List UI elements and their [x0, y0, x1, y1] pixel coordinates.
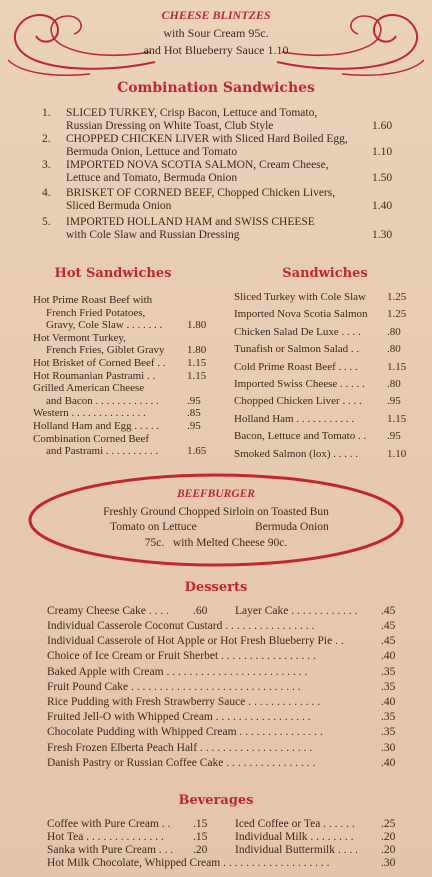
beverage-left-price: .15 [193, 818, 208, 830]
dessert-item-price: .35 [381, 665, 396, 678]
combo-1-line-1: SLICED TURKEY, Crisp Bacon, Lettuce and Tomato, [66, 107, 318, 119]
sandwich-item-price: 1.25 [387, 308, 407, 321]
sandwiches-title: Sandwiches [282, 266, 368, 281]
hot-item-price: 1.15 [187, 357, 207, 369]
sandwich-item-price: .80 [387, 325, 401, 338]
sandwich-item-text: Chicken Salad De Luxe . . . . [234, 325, 361, 338]
desserts-title: Desserts [184, 580, 248, 595]
beverage-left-text: Sanka with Pure Cream . . . [47, 844, 174, 857]
combination-title: Combination Sandwiches [117, 80, 315, 96]
dessert-item-text: Choice of Ice Cream or Fruit Sherbet . . . . . . . . . . . . . . . . . [47, 650, 316, 663]
combo-4-price: 1.40 [372, 200, 393, 212]
hot-item-text: and Pastrami . . . . . . . . . . [46, 445, 159, 458]
beverage-left-price: .15 [193, 831, 208, 844]
combo-5-num: 5. [42, 216, 51, 228]
hot-item-text: and Bacon . . . . . . . . . . . . [46, 394, 159, 407]
beefburger-line-1: Freshly Ground Chopped Sirloin on Toasted Bun [103, 506, 329, 518]
dessert-item-price: .35 [381, 680, 396, 693]
combo-3-line-1: IMPORTED NOVA SCOTIA SALMON, Cream Cheese, [66, 159, 329, 171]
beverage-right-price: .20 [381, 831, 396, 844]
combo-2-line-2: Bermuda Onion, Lettuce and Tomato [66, 146, 238, 158]
sandwich-item-price: .80 [387, 343, 401, 356]
hot-item-price: .95 [187, 394, 201, 407]
sandwich-item-text: Cold Prime Roast Beef . . . . [234, 360, 358, 373]
dessert-item-price: .40 [381, 696, 396, 708]
beefburger-line-2a: Tomato on Lettuce [110, 521, 197, 533]
combo-5-line-1: IMPORTED HOLLAND HAM and SWISS CHEESE [66, 216, 315, 228]
dessert-item-text: Baked Apple with Cream . . . . . . . . . . . . . . . . . . . . . . . . . [47, 665, 308, 678]
beverage-right-text: Iced Coffee or Tea . . . . . . [235, 818, 355, 830]
dessert-item-price: .40 [381, 650, 396, 663]
hot-item-text: Hot Prime Roast Beef with [33, 294, 153, 306]
hot-item-text: French Fried Potatoes, [46, 306, 146, 319]
dessert-item-text: Chocolate Pudding with Whipped Cream . . . . . . . . . . . . . . . [47, 726, 323, 739]
dessert-item-price: .45 [381, 635, 396, 648]
combo-4-line-1: BRISKET OF CORNED BEEF, Chopped Chicken Livers, [66, 187, 336, 199]
dessert-cheese-cake: Creamy Cheese Cake . . . . [47, 605, 169, 617]
combo-4-line-2: Sliced Bermuda Onion [66, 200, 172, 212]
dessert-item-price: .40 [381, 756, 396, 769]
beverage-left-text: Hot Tea . . . . . . . . . . . . . . [47, 831, 164, 844]
hot-item-text: Grilled American Cheese [33, 382, 145, 395]
hot-item-price: 1.80 [187, 344, 207, 357]
dessert-item-text: Fresh Frozen Elberta Peach Half . . . . . . . . . . . . . . . . . . . . [47, 741, 313, 754]
beverage-left-price: .20 [193, 844, 208, 857]
dessert-item-price: .35 [381, 726, 396, 739]
dessert-item-text: Individual Casserole of Hot Apple or Hot Fresh Blueberry Pie . . [47, 635, 344, 648]
hot-item-text: Hot Roumanian Pastrami . . [33, 369, 156, 382]
combo-2-price: 1.10 [372, 146, 393, 158]
beverages-title: Beverages [178, 793, 254, 808]
beverage-left-text: Coffee with Pure Cream . . [47, 818, 171, 830]
hot-item-price: 1.80 [187, 319, 207, 332]
hot-item-price: .95 [187, 420, 201, 432]
dessert-item-text: Danish Pastry or Russian Coffee Cake . . . . . . . . . . . . . . . . [47, 756, 316, 769]
sandwich-item-price: 1.10 [387, 447, 407, 460]
sandwich-item-text: Bacon, Lettuce and Tomato . . [234, 430, 367, 443]
dessert-item-text: Fruited Jell-O with Whipped Cream . . . . . . . . . . . . . . . . . [47, 711, 311, 724]
hot-sandwiches-title: Hot Sandwiches [54, 266, 172, 281]
combo-2-line-1: CHOPPED CHICKEN LIVER with Sliced Hard Boiled Egg, [66, 133, 348, 145]
hot-item-price: 1.65 [187, 445, 207, 458]
sandwich-item-price: 1.15 [387, 360, 407, 373]
hot-item-price: .85 [187, 407, 201, 420]
beverage-right-price: .25 [381, 818, 396, 830]
sandwich-item-price: 1.25 [387, 291, 407, 303]
sandwich-item-text: Smoked Salmon (lox) . . . . . [234, 447, 359, 460]
hot-item-text: Hot Vermont Turkey, [33, 331, 126, 344]
dessert-item-text: Rice Pudding with Fresh Strawberry Sauce . . . . . . . . . . . . . [47, 696, 321, 708]
hot-item-text: Western . . . . . . . . . . . . . . [33, 407, 146, 420]
combo-1-num: 1. [42, 107, 51, 119]
dessert-layer-cake-price: .45 [381, 605, 396, 617]
combo-1-price: 1.60 [372, 120, 393, 132]
beefburger-line-3: 75c. with Melted Cheese 90c. [144, 537, 288, 549]
dessert-item-text: Fruit Pound Cake . . . . . . . . . . . . . . . . . . . . . . . . . . . . . . [47, 680, 301, 693]
sandwich-item-price: .95 [387, 430, 401, 443]
blintzes-line-2: and Hot Blueberry Sauce 1.10 [143, 43, 289, 57]
blintzes-title: CHEESE BLINTZES [161, 8, 271, 22]
combo-1-line-2: Russian Dressing on White Toast, Club Style [66, 120, 274, 132]
combo-3-num: 3. [42, 159, 51, 171]
hot-item-text: Combination Corned Beef [33, 432, 150, 445]
beefburger-oval-border [26, 470, 406, 570]
beverage-hot-milk-chocolate-price: .30 [381, 857, 396, 869]
combo-4-num: 4. [42, 187, 51, 199]
hot-item-text: Holland Ham and Egg . . . . . [33, 420, 160, 432]
sandwich-item-text: Sliced Turkey with Cole Slaw [234, 291, 367, 303]
dessert-item-price: .45 [381, 620, 396, 632]
dessert-item-text: Individual Casserole Coconut Custard . . . . . . . . . . . . . . . . [47, 620, 315, 632]
combo-5-line-2: with Cole Slaw and Russian Dressing [66, 229, 240, 241]
sandwich-item-text: Holland Ham . . . . . . . . . . . [234, 412, 355, 425]
dessert-layer-cake: Layer Cake . . . . . . . . . . . . [235, 605, 358, 617]
sandwich-item-text: Imported Swiss Cheese . . . . . [234, 378, 365, 390]
combo-3-line-2: Lettuce and Tomato, Bermuda Onion [66, 172, 238, 184]
combo-2-num: 2. [42, 133, 51, 145]
beverage-hot-milk-chocolate: Hot Milk Chocolate, Whipped Cream . . . . . . . . . . . . . . . . . . . [47, 857, 330, 869]
combo-3-price: 1.50 [372, 172, 393, 184]
dessert-item-price: .30 [381, 741, 396, 754]
sandwich-item-text: Tunafish or Salmon Salad . . [234, 343, 360, 356]
beefburger-title: BEEFBURGER [177, 488, 255, 500]
beverage-right-text: Individual Buttermilk . . . . [235, 844, 358, 857]
sandwich-item-price: 1.15 [387, 412, 407, 425]
hot-item-price: 1.15 [187, 369, 207, 382]
dessert-item-price: .35 [381, 711, 396, 724]
beverage-right-price: .20 [381, 844, 396, 857]
sandwich-item-text: Imported Nova Scotia Salmon [234, 308, 368, 321]
hot-item-text: Gravy, Cole Slaw . . . . . . . [46, 319, 163, 332]
sandwich-item-price: .80 [387, 378, 401, 390]
beefburger-line-2b: Bermuda Onion [255, 521, 329, 533]
hot-item-text: Hot Brisket of Corned Beef . . [33, 357, 166, 369]
beverage-right-text: Individual Milk . . . . . . . . [235, 831, 354, 844]
sandwich-item-text: Chopped Chicken Liver . . . . [234, 395, 362, 408]
combo-5-price: 1.30 [372, 229, 393, 241]
blintzes-line-1: with Sour Cream 95c. [163, 26, 269, 40]
sandwich-item-price: .95 [387, 395, 401, 408]
hot-item-text: French Fries, Giblet Gravy [46, 344, 165, 357]
dessert-cheese-cake-price: .60 [193, 605, 208, 617]
